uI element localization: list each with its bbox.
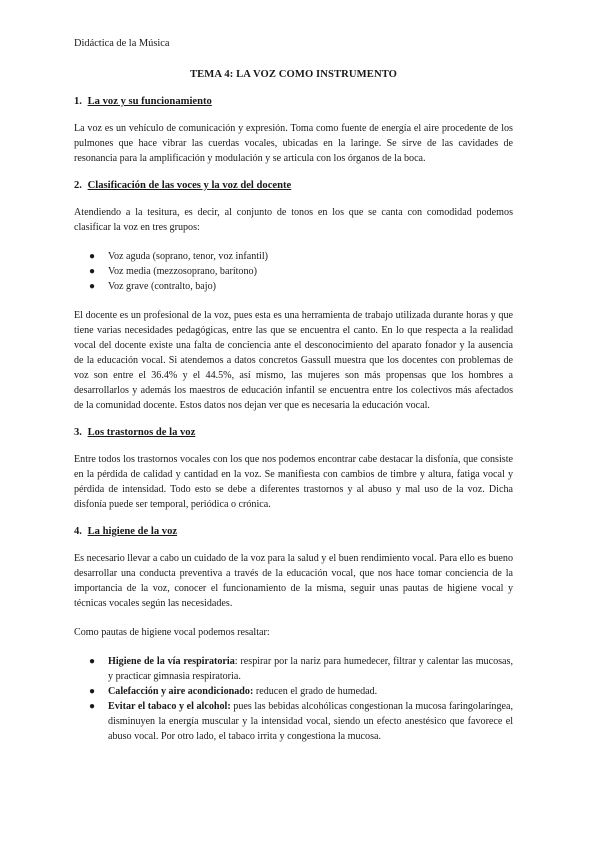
section-1-heading bbox=[74, 96, 513, 107]
guideline-lead: Evitar el tabaco y el alcohol: bbox=[108, 701, 231, 712]
section-1-paragraph: La voz es un vehículo de comunicación y expresión. Toma como fuente de energía el aire procedente de los pulmones que hace vibrar las cuerdas vocales, ubicadas en la laringe. Se sirve de las cavidades de resonancia para la amplificación y modulación y se articula con los órganos de la boca. bbox=[74, 123, 513, 164]
bullet-icon: ● bbox=[89, 281, 96, 292]
guideline-text: reducen el grado de humedad. bbox=[253, 686, 378, 697]
section-title: La voz y su funcionamiento bbox=[87, 96, 212, 107]
page-title: TEMA 4: LA VOZ COMO INSTRUMENTO bbox=[189, 69, 398, 80]
guideline-text: : respirar por la nariz para humedecer, filtrar y calentar las mucosas, y practicar gimnasia respiratoria. bbox=[108, 656, 513, 682]
list-item bbox=[89, 654, 513, 684]
list-item bbox=[89, 684, 513, 699]
list-item-text: Voz grave (contralto, bajo) bbox=[108, 281, 216, 292]
section-2-teacher-paragraph: El docente es un profesional de la voz, pues esta es una herramienta de trabajo utilizada durante horas y que tiene varias necesidades pedagógicas, entre las que se encuentra el canto. En lo que respecta a la realidad vocal del docente existe una falta de conciencia ante el desconocimiento del aparato fonador y la ausencia de la educación vocal. Si atendemos a datos concretos Gassull muestra que los docentes con problemas de voz son entre el 36.4% y el 44.5%, así mismo, las mujeres son más propensas que los hombres a desarrollarlos y además los maestros de educación infantil se encuentra entre los colectivos más afectados de la comunidad docente. Estos datos nos dejan ver que es necesaria la educación vocal. bbox=[74, 310, 513, 411]
bullet-icon: ● bbox=[89, 251, 96, 262]
list-item bbox=[89, 264, 513, 279]
guideline-lead: Calefacción y aire acondicionado: bbox=[108, 686, 254, 697]
section-number: 3. bbox=[74, 427, 82, 438]
voice-types-list bbox=[74, 249, 513, 294]
list-item bbox=[89, 699, 513, 744]
section-number: 1. bbox=[74, 96, 82, 107]
section-3-heading bbox=[74, 427, 513, 438]
list-item bbox=[89, 279, 513, 294]
section-title: Clasificación de las voces y la voz del docente bbox=[87, 180, 292, 191]
section-4-paragraph: Es necesario llevar a cabo un cuidado de la voz para la salud y el buen rendimiento vocal. Para ello es bueno desarrollar una conducta preventiva a través de la educación vocal, que nos hace tomar conciencia de la importancia de la voz, conocer el funcionamiento de la misma, seguir unas pautas de higiene vocal y técnicas vocales según las necesidades. bbox=[74, 553, 513, 609]
section-title: La higiene de la voz bbox=[87, 526, 178, 537]
section-4-list-intro: Como pautas de higiene vocal podemos resaltar: bbox=[74, 627, 270, 638]
guideline-text: pues las bebidas alcohólicas congestionan la mucosa faringolaríngea, disminuyen la energía muscular y la intensidad vocal, siendo un efecto anestésico que favorece el abuso vocal. Por otro lado, el tabaco irrita y congestiona la mucosa. bbox=[108, 701, 513, 742]
bullet-icon: ● bbox=[89, 656, 96, 667]
bullet-icon: ● bbox=[89, 701, 96, 712]
section-2-intro-paragraph: Atendiendo a la tesitura, es decir, al conjunto de tonos en los que se canta con comodidad podemos clasificar la voz en tres grupos: bbox=[74, 207, 513, 233]
hygiene-guidelines-list bbox=[74, 654, 513, 744]
list-item-text: Voz aguda (soprano, tenor, voz infantil) bbox=[108, 251, 269, 262]
section-number: 4. bbox=[74, 526, 82, 537]
running-header: Didáctica de la Música bbox=[74, 38, 170, 49]
section-2-heading bbox=[74, 180, 513, 191]
list-item-text: Voz media (mezzosoprano, barítono) bbox=[108, 266, 257, 277]
section-3-paragraph: Entre todos los trastornos vocales con los que nos podemos encontrar cabe destacar la disfonía, que consiste en la pérdida de calidad y cantidad en la voz. Se manifiesta con cambios de timbre y altura, fatiga vocal y pérdida de intensidad. Todo esto se debe a diferentes trastornos y al abuso y mal uso de la voz. Dicha disfonía puede ser temporal, periódica o crónica. bbox=[74, 454, 513, 510]
list-item bbox=[89, 249, 513, 264]
section-4-heading bbox=[74, 526, 513, 537]
bullet-icon: ● bbox=[89, 266, 96, 277]
bullet-icon: ● bbox=[89, 686, 96, 697]
section-title: Los trastornos de la voz bbox=[87, 427, 196, 438]
guideline-lead: Higiene de la vía respiratoria bbox=[108, 656, 235, 667]
section-number: 2. bbox=[74, 180, 82, 191]
